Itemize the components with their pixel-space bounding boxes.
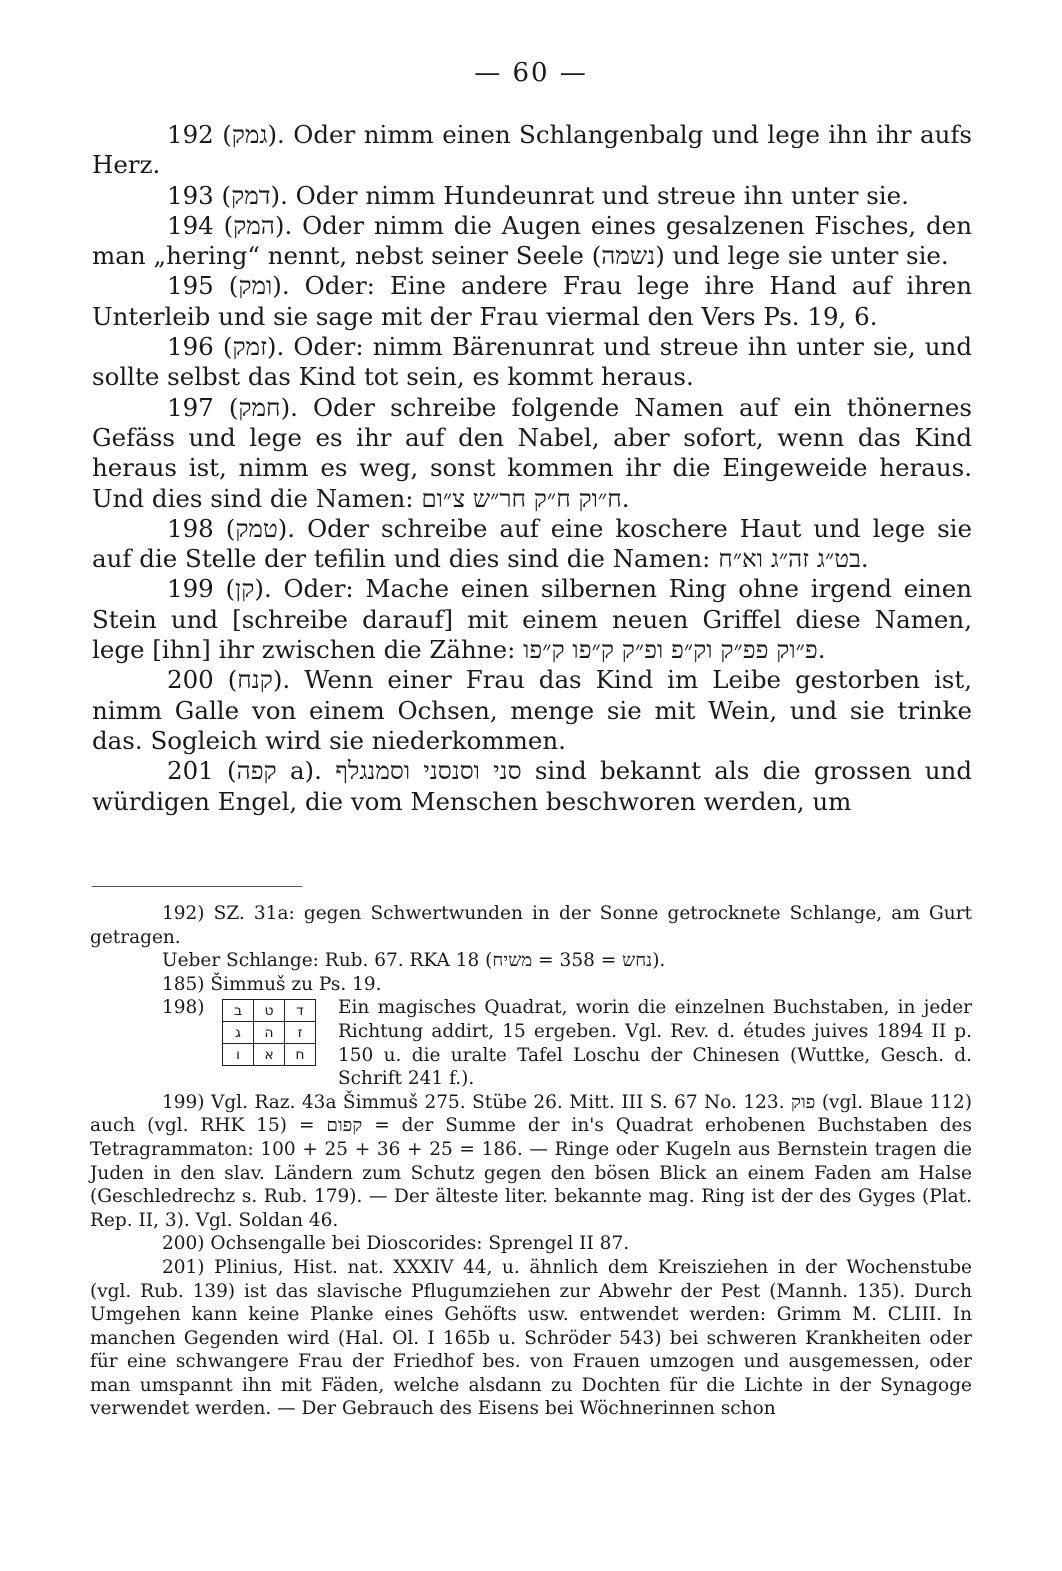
magic-square-cell: ט (254, 1000, 285, 1022)
footnote-198-label: 198) (162, 997, 205, 1019)
magic-square-cell: ב (223, 1000, 254, 1022)
paragraph-196: 196 (זמק). Oder: nimm Bärenunrat und streue ihn unter sie, und sollte selbst das Kind tot sein, es kommt heraus. (92, 332, 972, 392)
paragraph-193: 193 (דמק). Oder nimm Hundeunrat und streue ihn unter sie. (167, 180, 909, 210)
paragraph-197: 197 (חמק). Oder schreibe folgende Namen auf ein thönernes Gefäss und lege es ihr auf den Nabel, aber sofort, wenn das Kind heraus ist, nimm es weg, sonst kommen ihr die Eingeweide heraus. Und dies sind die Namen: ח״וק ח״ק חר״ש צ״ום. (92, 392, 973, 513)
magic-square-cell: ד (285, 1000, 316, 1022)
footnote-divider (92, 886, 302, 887)
footnotes (90, 902, 972, 1421)
footnote-192-serpent: Ueber Schlange: Rub. 67. RKA 18 (נחש = 358 = משיח). (162, 950, 666, 972)
footnote-185: 185) Šimmuš zu Ps. 19. (162, 973, 382, 995)
magic-square-cell: ו (223, 1044, 254, 1066)
page-number: — 60 — (474, 58, 588, 88)
footnote-199: 199) Vgl. Raz. 43a Šimmuš 275. Stübe 26. Mitt. III S. 67 No. 123. פוק (vgl. Blaue 112) auch (vgl. RHK 15) = קפום = der Summe der in's Quadrat erhobenen Buchstaben des Tetragrammaton: 100 + 25 + 36 + 25 = 186. — Ringe oder Kugeln aus Bernstein tragen die Juden in den slav. Ländern zum Schutz gegen den bösen Blick an einem Faden am Halse (Geschledrechz s. Rub. 179). — Der älteste liter. bekannte mag. Ring ist der des Gyges (Plat. Rep. II, 3). Vgl. Soldan 46. (90, 1091, 972, 1231)
main-text (92, 120, 972, 817)
magic-square-cell: ה (254, 1022, 285, 1044)
footnote-198-text: Ein magisches Quadrat, worin die einzelnen Buchstaben, in jeder Richtung addirt, 15 ergeben. Vgl. Rev. d. études juives 1894 II p. 150 u. die uralte Tafel Loschu der Chinesen (Wuttke, Gesch. d. Schrift 241 f.). (338, 997, 972, 1090)
magic-square-cell: ג (223, 1022, 254, 1044)
paragraph-192: 192 (גמק). Oder nimm einen Schlangenbalg und lege ihn ihr aufs Herz. (92, 120, 973, 180)
footnote-200: 200) Ochsengalle bei Dioscorides: Sprengel II 87. (162, 1233, 630, 1255)
magic-square-cell: א (254, 1044, 285, 1066)
paragraph-201: 201 (קפה a). סני וסנסני וסמנגלף sind bekannt als die grossen und würdigen Engel, die vom Menschen beschworen werden, um (92, 756, 973, 816)
paragraph-195: 195 (ומק). Oder: Eine andere Frau lege ihre Hand auf ihren Unterleib und sie sage mit der Frau viermal den Vers Ps. 19, 6. (92, 271, 972, 331)
magic-square (222, 999, 316, 1066)
paragraph-198: 198 (טמק). Oder schreibe auf eine koschere Haut und lege sie auf die Stelle der tefilin und dies sind die Namen: בט״ג זה״ג וא״ח. (92, 513, 972, 574)
footnote-198 (90, 996, 972, 1090)
paragraph-199: 199 (קן). Oder: Mache einen silbernen Ring ohne irgend einen Stein und [schreibe darauf] mit einem neuen Griffel diese Namen, lege [ihn] ihr zwischen die Zähne: פ״וק פפ״ק וק״פ ופ״ק ק״פו ק״פו. (92, 574, 972, 665)
paragraph-194: 194 (המק). Oder nimm die Augen eines gesalzenen Fisches, den man „hering“ nennt, nebst seiner Seele (נשמה) und lege sie unter sie. (92, 210, 972, 271)
paragraph-200: 200 (קנח). Wenn einer Frau das Kind im Leibe gestorben ist, nimm Galle von einem Ochsen, menge sie mit Wein, und sie trinke das. Sogleich wird sie niederkommen. (92, 665, 973, 755)
magic-square-cell: ז (285, 1022, 316, 1044)
footnote-192: 192) SZ. 31a: gegen Schwertwunden in der Sonne getrocknete Schlange, am Gurt getragen. (90, 903, 972, 948)
magic-square-cell: ח (285, 1044, 316, 1066)
footnote-201: 201) Plinius, Hist. nat. XXXIV 44, u. ähnlich dem Kreisziehen in der Wochenstube (vgl. Rub. 139) ist das slavische Pflugumziehen zur Abwehr der Pest (Mannh. 135). Durch Umgehen kann keine Planke eines Gehöfts usw. entwendet werden: Grimm M. CLIII. In manchen Gegenden wird (Hal. Ol. I 165b u. Schröder 543) bei schweren Krankheiten oder für eine schwangere Frau der Friedhof bes. von Frauen umzogen und ausgemessen, oder man umspannt ihn mit Fäden, welche alsdann zu Dochten für die Lichte in der Synagoge verwendet werden. — Der Gebrauch des Eisens bei Wöchnerinnen schon (90, 1256, 972, 1420)
